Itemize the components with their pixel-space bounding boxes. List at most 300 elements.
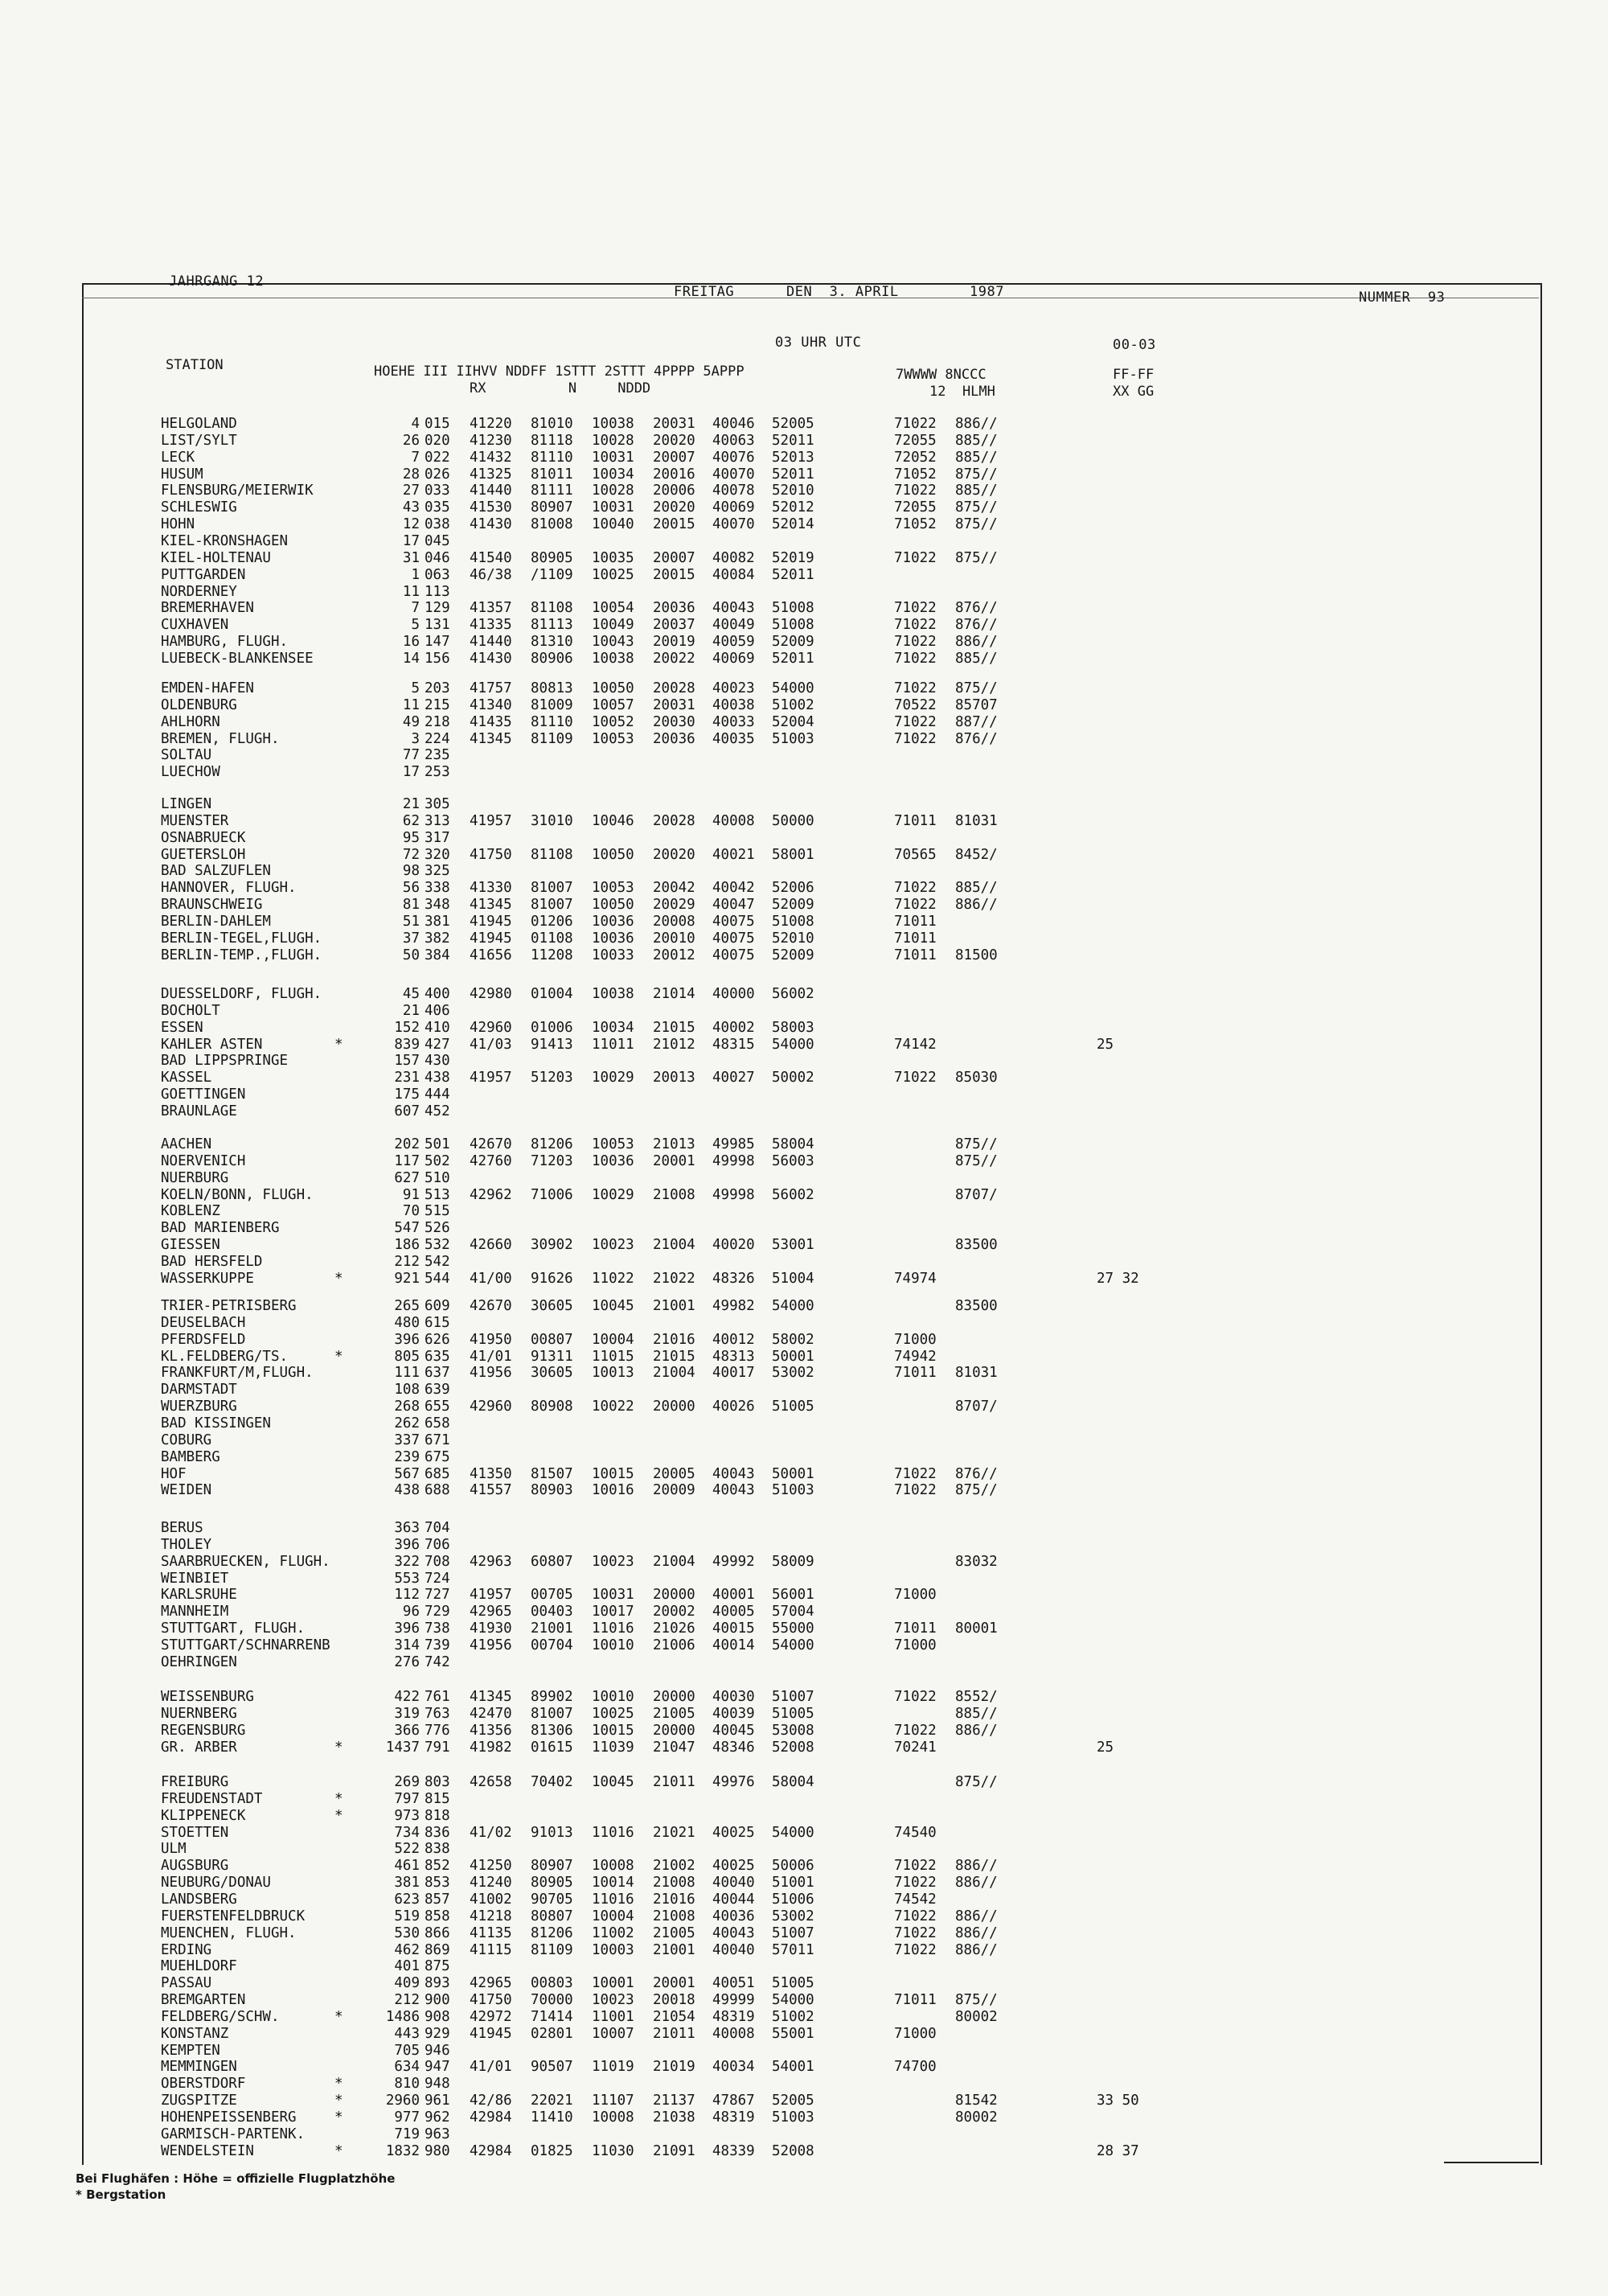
iihvv-cell: 42670 — [470, 1136, 512, 1152]
station-name-cell: GOETTINGEN — [161, 1086, 246, 1103]
station-name-cell: KEMPTEN — [161, 2042, 220, 2059]
nddff-cell: 00803 — [531, 1975, 573, 1992]
iii-cell: 515 — [425, 1203, 450, 1220]
7wwww-cell: 71022 — [894, 549, 937, 566]
hoehe-cell: 152 — [394, 1019, 420, 1036]
hoehe-cell: 422 — [394, 1689, 420, 1705]
4pppp-cell: 48319 — [712, 2008, 755, 2025]
table-row — [0, 1571, 1528, 1587]
hoehe-cell: 98 — [402, 863, 420, 880]
station-name-cell: BREMGARTEN — [161, 1992, 246, 2009]
table-row — [0, 863, 1528, 880]
hoehe-cell: 319 — [394, 1705, 420, 1722]
hoehe-cell: 921 — [394, 1270, 420, 1287]
nddff-cell: 80807 — [531, 1908, 573, 1924]
ff-gg-cell: 25 — [1097, 1739, 1114, 1756]
iii-cell: 706 — [425, 1536, 450, 1553]
nddff-cell: 81507 — [531, 1465, 573, 1482]
5appp-cell: 52008 — [772, 2142, 814, 2159]
5appp-cell: 50002 — [772, 1070, 814, 1086]
nddff-cell: 81206 — [531, 1924, 573, 1941]
ff-gg-cell: 33 50 — [1097, 2093, 1139, 2109]
iii-cell: 908 — [425, 2008, 450, 2025]
table-row — [0, 930, 1528, 947]
hoehe-cell: 56 — [402, 880, 420, 897]
8nccc-cell: 81500 — [955, 947, 998, 963]
nddff-cell: 80907 — [531, 499, 573, 516]
5appp-cell: 52012 — [772, 499, 814, 516]
iii-cell: 815 — [425, 1790, 450, 1807]
iihvv-cell: 41950 — [470, 1331, 512, 1348]
2sttt-cell: 21008 — [653, 1186, 695, 1203]
station-name-cell: BAD LIPPSPRINGE — [161, 1053, 289, 1070]
station-name-cell: OLDENBURG — [161, 696, 237, 713]
2sttt-cell: 20031 — [653, 696, 695, 713]
hoehe-cell: 231 — [394, 1070, 420, 1086]
nddff-cell: 81011 — [531, 466, 573, 483]
iihvv-cell: 41135 — [470, 1924, 512, 1941]
1sttt-cell: 10036 — [592, 913, 634, 930]
table-row — [0, 1432, 1528, 1449]
iihvv-cell: 41530 — [470, 499, 512, 516]
nddff-cell: 30605 — [531, 1365, 573, 1382]
iii-cell: 671 — [425, 1431, 450, 1448]
iihvv-cell: 41435 — [470, 713, 512, 730]
4pppp-cell: 40025 — [712, 1824, 755, 1841]
iii-cell: 129 — [425, 600, 450, 617]
8nccc-cell: 80001 — [955, 1620, 998, 1637]
7wwww-cell: 74540 — [894, 1824, 937, 1841]
8nccc-cell: 885// — [955, 650, 998, 667]
5appp-cell: 55001 — [772, 2025, 814, 2042]
5appp-cell: 50001 — [772, 1465, 814, 1482]
4pppp-cell: 48315 — [712, 1036, 755, 1053]
station-name-cell: KLIPPENECK — [161, 1807, 246, 1824]
2sttt-cell: 21013 — [653, 1136, 695, 1152]
5appp-cell: 52009 — [772, 947, 814, 963]
table-row — [0, 1739, 1528, 1756]
table-row — [0, 1298, 1528, 1315]
5appp-cell: 51003 — [772, 2109, 814, 2126]
4pppp-cell: 40008 — [712, 2025, 755, 2042]
5appp-cell: 53008 — [772, 1722, 814, 1739]
8nccc-cell: 8707/ — [955, 1399, 998, 1415]
7wwww-cell: 71011 — [894, 812, 937, 829]
iihvv-cell: 42972 — [470, 2008, 512, 2025]
2sttt-cell: 21001 — [653, 1298, 695, 1314]
5appp-cell: 57004 — [772, 1604, 814, 1620]
nddff-cell: 80908 — [531, 1399, 573, 1415]
table-row — [0, 947, 1528, 964]
hoehe-cell: 2960 — [385, 2093, 420, 2109]
hoehe-cell: 37 — [402, 930, 420, 947]
iii-cell: 761 — [425, 1689, 450, 1705]
iii-cell: 929 — [425, 2025, 450, 2042]
hoehe-cell: 62 — [402, 812, 420, 829]
table-row — [0, 1537, 1528, 1554]
4pppp-cell: 40059 — [712, 634, 755, 651]
5appp-cell: 53002 — [772, 1365, 814, 1382]
iihvv-cell: 41350 — [470, 1465, 512, 1482]
iii-cell: 045 — [425, 532, 450, 549]
hoehe-cell: 95 — [402, 829, 420, 846]
1sttt-cell: 10050 — [592, 846, 634, 863]
hoehe-cell: 14 — [402, 650, 420, 667]
station-name-cell: MANNHEIM — [161, 1604, 229, 1620]
1sttt-cell: 10043 — [592, 634, 634, 651]
5appp-cell: 52005 — [772, 2093, 814, 2109]
table-row — [0, 1103, 1528, 1120]
hoehe-cell: 3 — [411, 730, 420, 747]
nddff-cell: 81007 — [531, 897, 573, 914]
table-row — [0, 813, 1528, 830]
1sttt-cell: 10038 — [592, 416, 634, 432]
5appp-cell: 52005 — [772, 416, 814, 432]
hoehe-cell: 409 — [394, 1975, 420, 1992]
5appp-cell: 52013 — [772, 449, 814, 466]
nddff-cell: 81118 — [531, 432, 573, 449]
7wwww-cell: 71011 — [894, 1992, 937, 2009]
iii-cell: 866 — [425, 1924, 450, 1941]
table-row — [0, 764, 1528, 781]
iii-cell: 724 — [425, 1570, 450, 1587]
station-name-cell: BREMEN, FLUGH. — [161, 730, 280, 747]
4pppp-cell: 40027 — [712, 1070, 755, 1086]
2sttt-cell: 21021 — [653, 1824, 695, 1841]
iihvv-cell: 42470 — [470, 1705, 512, 1722]
station-name-cell: PASSAU — [161, 1975, 212, 1992]
table-row — [0, 1723, 1528, 1739]
iii-cell: 858 — [425, 1908, 450, 1924]
table-row — [0, 680, 1528, 697]
iihvv-cell: 41340 — [470, 696, 512, 713]
1sttt-cell: 10025 — [592, 566, 634, 583]
7wwww-cell: 71022 — [894, 713, 937, 730]
4pppp-cell: 40015 — [712, 1620, 755, 1637]
nddff-cell: 01206 — [531, 913, 573, 930]
2sttt-cell: 20002 — [653, 1604, 695, 1620]
table-row — [0, 1875, 1528, 1891]
4pppp-cell: 40035 — [712, 730, 755, 747]
hoehe-cell: 265 — [394, 1298, 420, 1314]
iihvv-cell: 41357 — [470, 600, 512, 617]
1sttt-cell: 10031 — [592, 499, 634, 516]
table-row — [0, 1706, 1528, 1723]
5appp-cell: 51008 — [772, 600, 814, 617]
station-name-cell: SCHLESWIG — [161, 499, 237, 516]
4pppp-cell: 49999 — [712, 1992, 755, 2009]
wind-columns-header: FF-FF — [1113, 367, 1155, 383]
4pppp-cell: 40001 — [712, 1587, 755, 1604]
nddff-cell: 30605 — [531, 1298, 573, 1314]
4pppp-cell: 48339 — [712, 2142, 755, 2159]
1sttt-cell: 10045 — [592, 1298, 634, 1314]
4pppp-cell: 40043 — [712, 1465, 755, 1482]
5appp-cell: 58004 — [772, 1136, 814, 1152]
4pppp-cell: 47867 — [712, 2093, 755, 2109]
2sttt-cell: 20022 — [653, 650, 695, 667]
station-column-header: STATION — [166, 357, 224, 373]
iii-cell: 637 — [425, 1365, 450, 1382]
4pppp-cell: 48319 — [712, 2109, 755, 2126]
2sttt-cell: 21002 — [653, 1858, 695, 1875]
mountain-marker-cell: * — [334, 1807, 343, 1824]
hoehe-cell: 81 — [402, 897, 420, 914]
5appp-cell: 51008 — [772, 617, 814, 634]
iihvv-cell: 41115 — [470, 1941, 512, 1958]
8nccc-cell: 886// — [955, 1722, 998, 1739]
station-name-cell: KASSEL — [161, 1070, 212, 1086]
nddff-cell: 81007 — [531, 880, 573, 897]
table-row — [0, 1604, 1528, 1620]
2sttt-cell: 20031 — [653, 416, 695, 432]
2sttt-cell: 21091 — [653, 2142, 695, 2159]
2sttt-cell: 21008 — [653, 1875, 695, 1891]
7wwww-cell: 72055 — [894, 499, 937, 516]
1sttt-cell: 11019 — [592, 2059, 634, 2076]
2sttt-cell: 20019 — [653, 634, 695, 651]
1sttt-cell: 11001 — [592, 2008, 634, 2025]
table-row — [0, 731, 1528, 748]
table-row — [0, 1808, 1528, 1825]
nddff-cell: 70000 — [531, 1992, 573, 2009]
hoehe-cell: 462 — [394, 1941, 420, 1958]
station-name-cell: WASSERKUPPE — [161, 1270, 254, 1287]
nddff-cell: 00403 — [531, 1604, 573, 1620]
4pppp-cell: 40044 — [712, 1891, 755, 1908]
4pppp-cell: 40045 — [712, 1722, 755, 1739]
mountain-marker-cell: * — [334, 1036, 343, 1053]
iii-cell: 658 — [425, 1415, 450, 1431]
2sttt-cell: 21011 — [653, 1774, 695, 1790]
iihvv-cell: 42670 — [470, 1298, 512, 1314]
iii-cell: 338 — [425, 880, 450, 897]
jahrgang-label: JAHRGANG 12 — [169, 273, 265, 290]
iihvv-cell: 42960 — [470, 1399, 512, 1415]
nddff-cell: 81008 — [531, 516, 573, 533]
2sttt-cell: 21004 — [653, 1553, 695, 1570]
hoehe-cell: 363 — [394, 1520, 420, 1536]
4pppp-cell: 49998 — [712, 1186, 755, 1203]
hoehe-cell: 21 — [402, 1002, 420, 1019]
iii-cell: 980 — [425, 2142, 450, 2159]
iii-cell: 857 — [425, 1891, 450, 1908]
iihvv-cell: 41/01 — [470, 2059, 512, 2076]
table-row — [0, 450, 1528, 466]
hoehe-cell: 381 — [394, 1875, 420, 1891]
iii-cell: 853 — [425, 1875, 450, 1891]
nddff-cell: 80813 — [531, 680, 573, 696]
5appp-cell: 51006 — [772, 1891, 814, 1908]
hoehe-cell: 7 — [411, 600, 420, 617]
5appp-cell: 52009 — [772, 897, 814, 914]
station-name-cell: SOLTAU — [161, 747, 212, 764]
7wwww-cell: 71022 — [894, 617, 937, 634]
5appp-cell: 58004 — [772, 1774, 814, 1790]
nddff-cell: 71203 — [531, 1152, 573, 1169]
hoehe-cell: 567 — [394, 1465, 420, 1482]
iii-cell: 869 — [425, 1941, 450, 1958]
hoehe-cell: 1486 — [385, 2008, 420, 2025]
iihvv-cell: 42965 — [470, 1604, 512, 1620]
table-row — [0, 1070, 1528, 1086]
4pppp-cell: 40070 — [712, 516, 755, 533]
7wwww-cell: 74942 — [894, 1348, 937, 1365]
1sttt-cell: 10010 — [592, 1637, 634, 1653]
station-name-cell: DUESSELDORF, FLUGH. — [161, 986, 322, 1002]
nddff-cell: 51203 — [531, 1070, 573, 1086]
5appp-cell: 51008 — [772, 913, 814, 930]
1sttt-cell: 10007 — [592, 2025, 634, 2042]
hoehe-cell: 77 — [402, 747, 420, 764]
5appp-cell: 57011 — [772, 1941, 814, 1958]
7wwww-cell: 71022 — [894, 1689, 937, 1705]
station-name-cell: AHLHORN — [161, 713, 220, 730]
nddff-cell: 80905 — [531, 549, 573, 566]
weather-columns-header: 7WWWW 8NCCC — [896, 367, 987, 383]
1sttt-cell: 11030 — [592, 2142, 634, 2159]
hoehe-cell: 175 — [394, 1086, 420, 1103]
8nccc-cell: 875// — [955, 516, 998, 533]
nddff-cell: 81109 — [531, 1941, 573, 1958]
station-name-cell: ESSEN — [161, 1019, 203, 1036]
1sttt-cell: 11107 — [592, 2093, 634, 2109]
station-name-cell: BAMBERG — [161, 1448, 220, 1465]
4pppp-cell: 40046 — [712, 416, 755, 432]
table-row — [0, 747, 1528, 764]
5appp-cell: 51002 — [772, 2008, 814, 2025]
table-row — [0, 1774, 1528, 1791]
1sttt-cell: 10004 — [592, 1908, 634, 1924]
hoehe-cell: 72 — [402, 846, 420, 863]
4pppp-cell: 40075 — [712, 913, 755, 930]
8nccc-cell: 885// — [955, 449, 998, 466]
2sttt-cell: 21047 — [653, 1739, 695, 1756]
hoehe-cell: 111 — [394, 1365, 420, 1382]
1sttt-cell: 10017 — [592, 1604, 634, 1620]
iii-cell: 818 — [425, 1807, 450, 1824]
station-name-cell: MUENSTER — [161, 812, 229, 829]
nddff-cell: 81109 — [531, 730, 573, 747]
table-row — [0, 1975, 1528, 1992]
2sttt-cell: 20005 — [653, 1465, 695, 1482]
iii-cell: 325 — [425, 863, 450, 880]
table-row — [0, 1482, 1528, 1499]
table-row — [0, 1992, 1528, 2009]
station-name-cell: HELGOLAND — [161, 416, 237, 432]
station-name-cell: COBURG — [161, 1431, 212, 1448]
iihvv-cell: 42658 — [470, 1774, 512, 1790]
nddff-cell: 91013 — [531, 1824, 573, 1841]
2sttt-cell: 20012 — [653, 947, 695, 963]
footnote-airports: Bei Flughäfen : Höhe = offizielle Flugplatzhöhe — [76, 2171, 396, 2186]
5appp-cell: 50001 — [772, 1348, 814, 1365]
iii-cell: 685 — [425, 1465, 450, 1482]
nddff-cell: 31010 — [531, 812, 573, 829]
iihvv-cell: 42965 — [470, 1975, 512, 1992]
station-name-cell: WEISSENBURG — [161, 1689, 254, 1705]
1sttt-cell: 10033 — [592, 947, 634, 963]
hoehe-cell: 31 — [402, 549, 420, 566]
5appp-cell: 52014 — [772, 516, 814, 533]
8nccc-cell: 8552/ — [955, 1689, 998, 1705]
station-name-cell: LECK — [161, 449, 195, 466]
table-row — [0, 600, 1528, 617]
hoehe-cell: 438 — [394, 1482, 420, 1499]
table-row — [0, 1554, 1528, 1571]
7wwww-cell: 70522 — [894, 696, 937, 713]
4pppp-cell: 40042 — [712, 880, 755, 897]
table-row — [0, 830, 1528, 847]
1sttt-cell: 10001 — [592, 1975, 634, 1992]
5appp-cell: 52019 — [772, 549, 814, 566]
station-name-cell: ERDING — [161, 1941, 212, 1958]
nddff-cell: 00807 — [531, 1331, 573, 1348]
5appp-cell: 52011 — [772, 650, 814, 667]
iii-cell: 444 — [425, 1086, 450, 1103]
4pppp-cell: 40036 — [712, 1908, 755, 1924]
4pppp-cell: 40020 — [712, 1237, 755, 1254]
2sttt-cell: 21022 — [653, 1270, 695, 1287]
nddff-cell: 81113 — [531, 617, 573, 634]
4pppp-cell: 40069 — [712, 499, 755, 516]
year-label: 1987 — [970, 284, 1004, 300]
4pppp-cell: 40047 — [712, 897, 755, 914]
1sttt-cell: 10036 — [592, 930, 634, 947]
iihvv-cell: 42660 — [470, 1237, 512, 1254]
7wwww-cell: 71052 — [894, 516, 937, 533]
5appp-cell: 50000 — [772, 812, 814, 829]
station-name-cell: GARMISCH-PARTENK. — [161, 2126, 306, 2142]
5appp-cell: 51001 — [772, 1875, 814, 1891]
mountain-marker-cell: * — [334, 2109, 343, 2126]
8nccc-cell: 885// — [955, 432, 998, 449]
1sttt-cell: 10038 — [592, 650, 634, 667]
2sttt-cell: 20042 — [653, 880, 695, 897]
nddff-cell: 81010 — [531, 416, 573, 432]
hoehe-cell: 553 — [394, 1570, 420, 1587]
nddff-cell: 80906 — [531, 650, 573, 667]
iihvv-cell: 41220 — [470, 416, 512, 432]
iii-cell: 131 — [425, 617, 450, 634]
8nccc-cell: 83500 — [955, 1237, 998, 1254]
8nccc-cell: 876// — [955, 730, 998, 747]
7wwww-cell: 74142 — [894, 1036, 937, 1053]
nddff-cell: 60807 — [531, 1553, 573, 1570]
8nccc-cell: 887// — [955, 713, 998, 730]
station-name-cell: OEHRINGEN — [161, 1653, 237, 1670]
5appp-cell: 56002 — [772, 986, 814, 1002]
station-name-cell: BAD HERSFELD — [161, 1253, 263, 1270]
1sttt-cell: 10023 — [592, 1237, 634, 1254]
7wwww-cell: 70565 — [894, 846, 937, 863]
4pppp-cell: 49976 — [712, 1774, 755, 1790]
hoehe-cell: 337 — [394, 1431, 420, 1448]
iihvv-cell: 41750 — [470, 1992, 512, 2009]
hoehe-cell: 607 — [394, 1103, 420, 1119]
iii-cell: 348 — [425, 897, 450, 914]
iii-cell: 218 — [425, 713, 450, 730]
4pppp-cell: 40034 — [712, 2059, 755, 2076]
wind-columns-subheader: XX GG — [1113, 384, 1155, 400]
table-row — [0, 1003, 1528, 1020]
iihvv-cell: 42984 — [470, 2142, 512, 2159]
iii-cell: 224 — [425, 730, 450, 747]
table-row — [0, 1332, 1528, 1349]
2sttt-cell: 20007 — [653, 549, 695, 566]
station-name-cell: OBERSTDORF — [161, 2076, 246, 2093]
iii-cell: 513 — [425, 1186, 450, 1203]
